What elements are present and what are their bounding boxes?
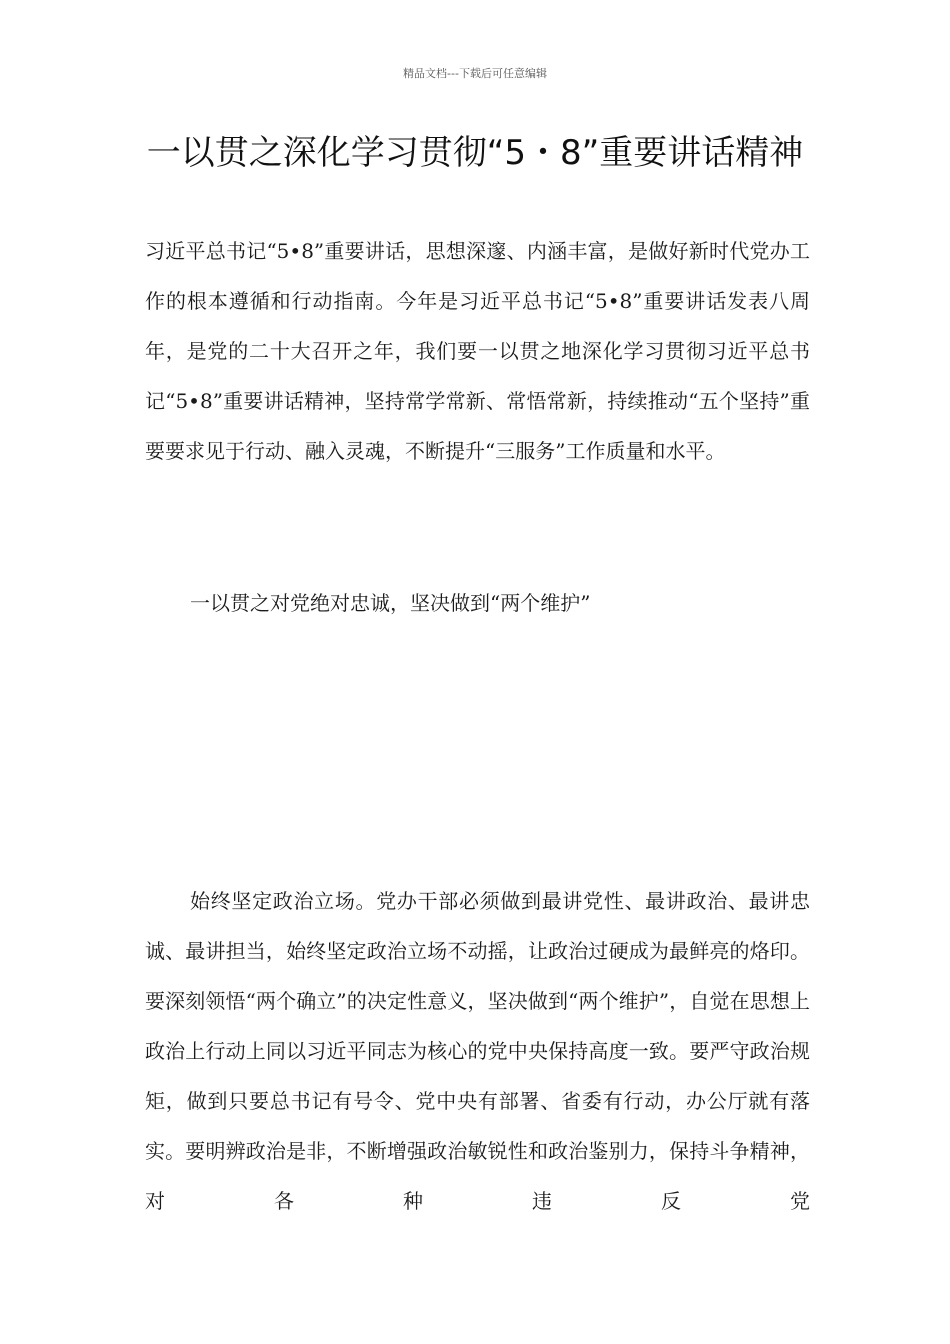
document-title: 一以贯之深化学习贯彻“5・8”重要讲话精神 [146,133,804,173]
intro-paragraph: 习近平总书记“5•8”重要讲话，思想深邃、内涵丰富，是做好新时代党办工作的根本遵循和行动指南。今年是习近平总书记“5•8”重要讲话发表八周年，是党的二十大召开之年，我们要一以贯之地深化学习贯彻习近平总书记“5•8”重要讲话精神，坚持常学常新、常悟常新，持续推动“五个坚持”重要要求见于行动、融入灵魂，不断提升“三服务”工作质量和水平。 [145,239,810,463]
section-heading: 一以贯之对党绝对忠诚，坚决做到“两个维护” [190,591,591,615]
body-paragraph: 始终坚定政治立场。党办干部必须做到最讲党性、最讲政治、最讲忠诚、最讲担当，始终坚定政治立场不动摇，让政治过硬成为最鲜亮的烙印。要深刻领悟“两个确立”的决定性意义，坚决做到“两个维护”，自觉在思想上政治上行动上同以习近平同志为核心的党中央保持高度一致。要严守政治规矩，做到只要总书记有号令、党中央有部署、省委有行动，办公厅就有落实。要明辨政治是非，不断增强政治敏锐性和政治鉴别力，保持斗争精神，对各种违反党 [145,889,810,1213]
page-header: 精品文档---下载后可任意编辑 [403,67,547,80]
